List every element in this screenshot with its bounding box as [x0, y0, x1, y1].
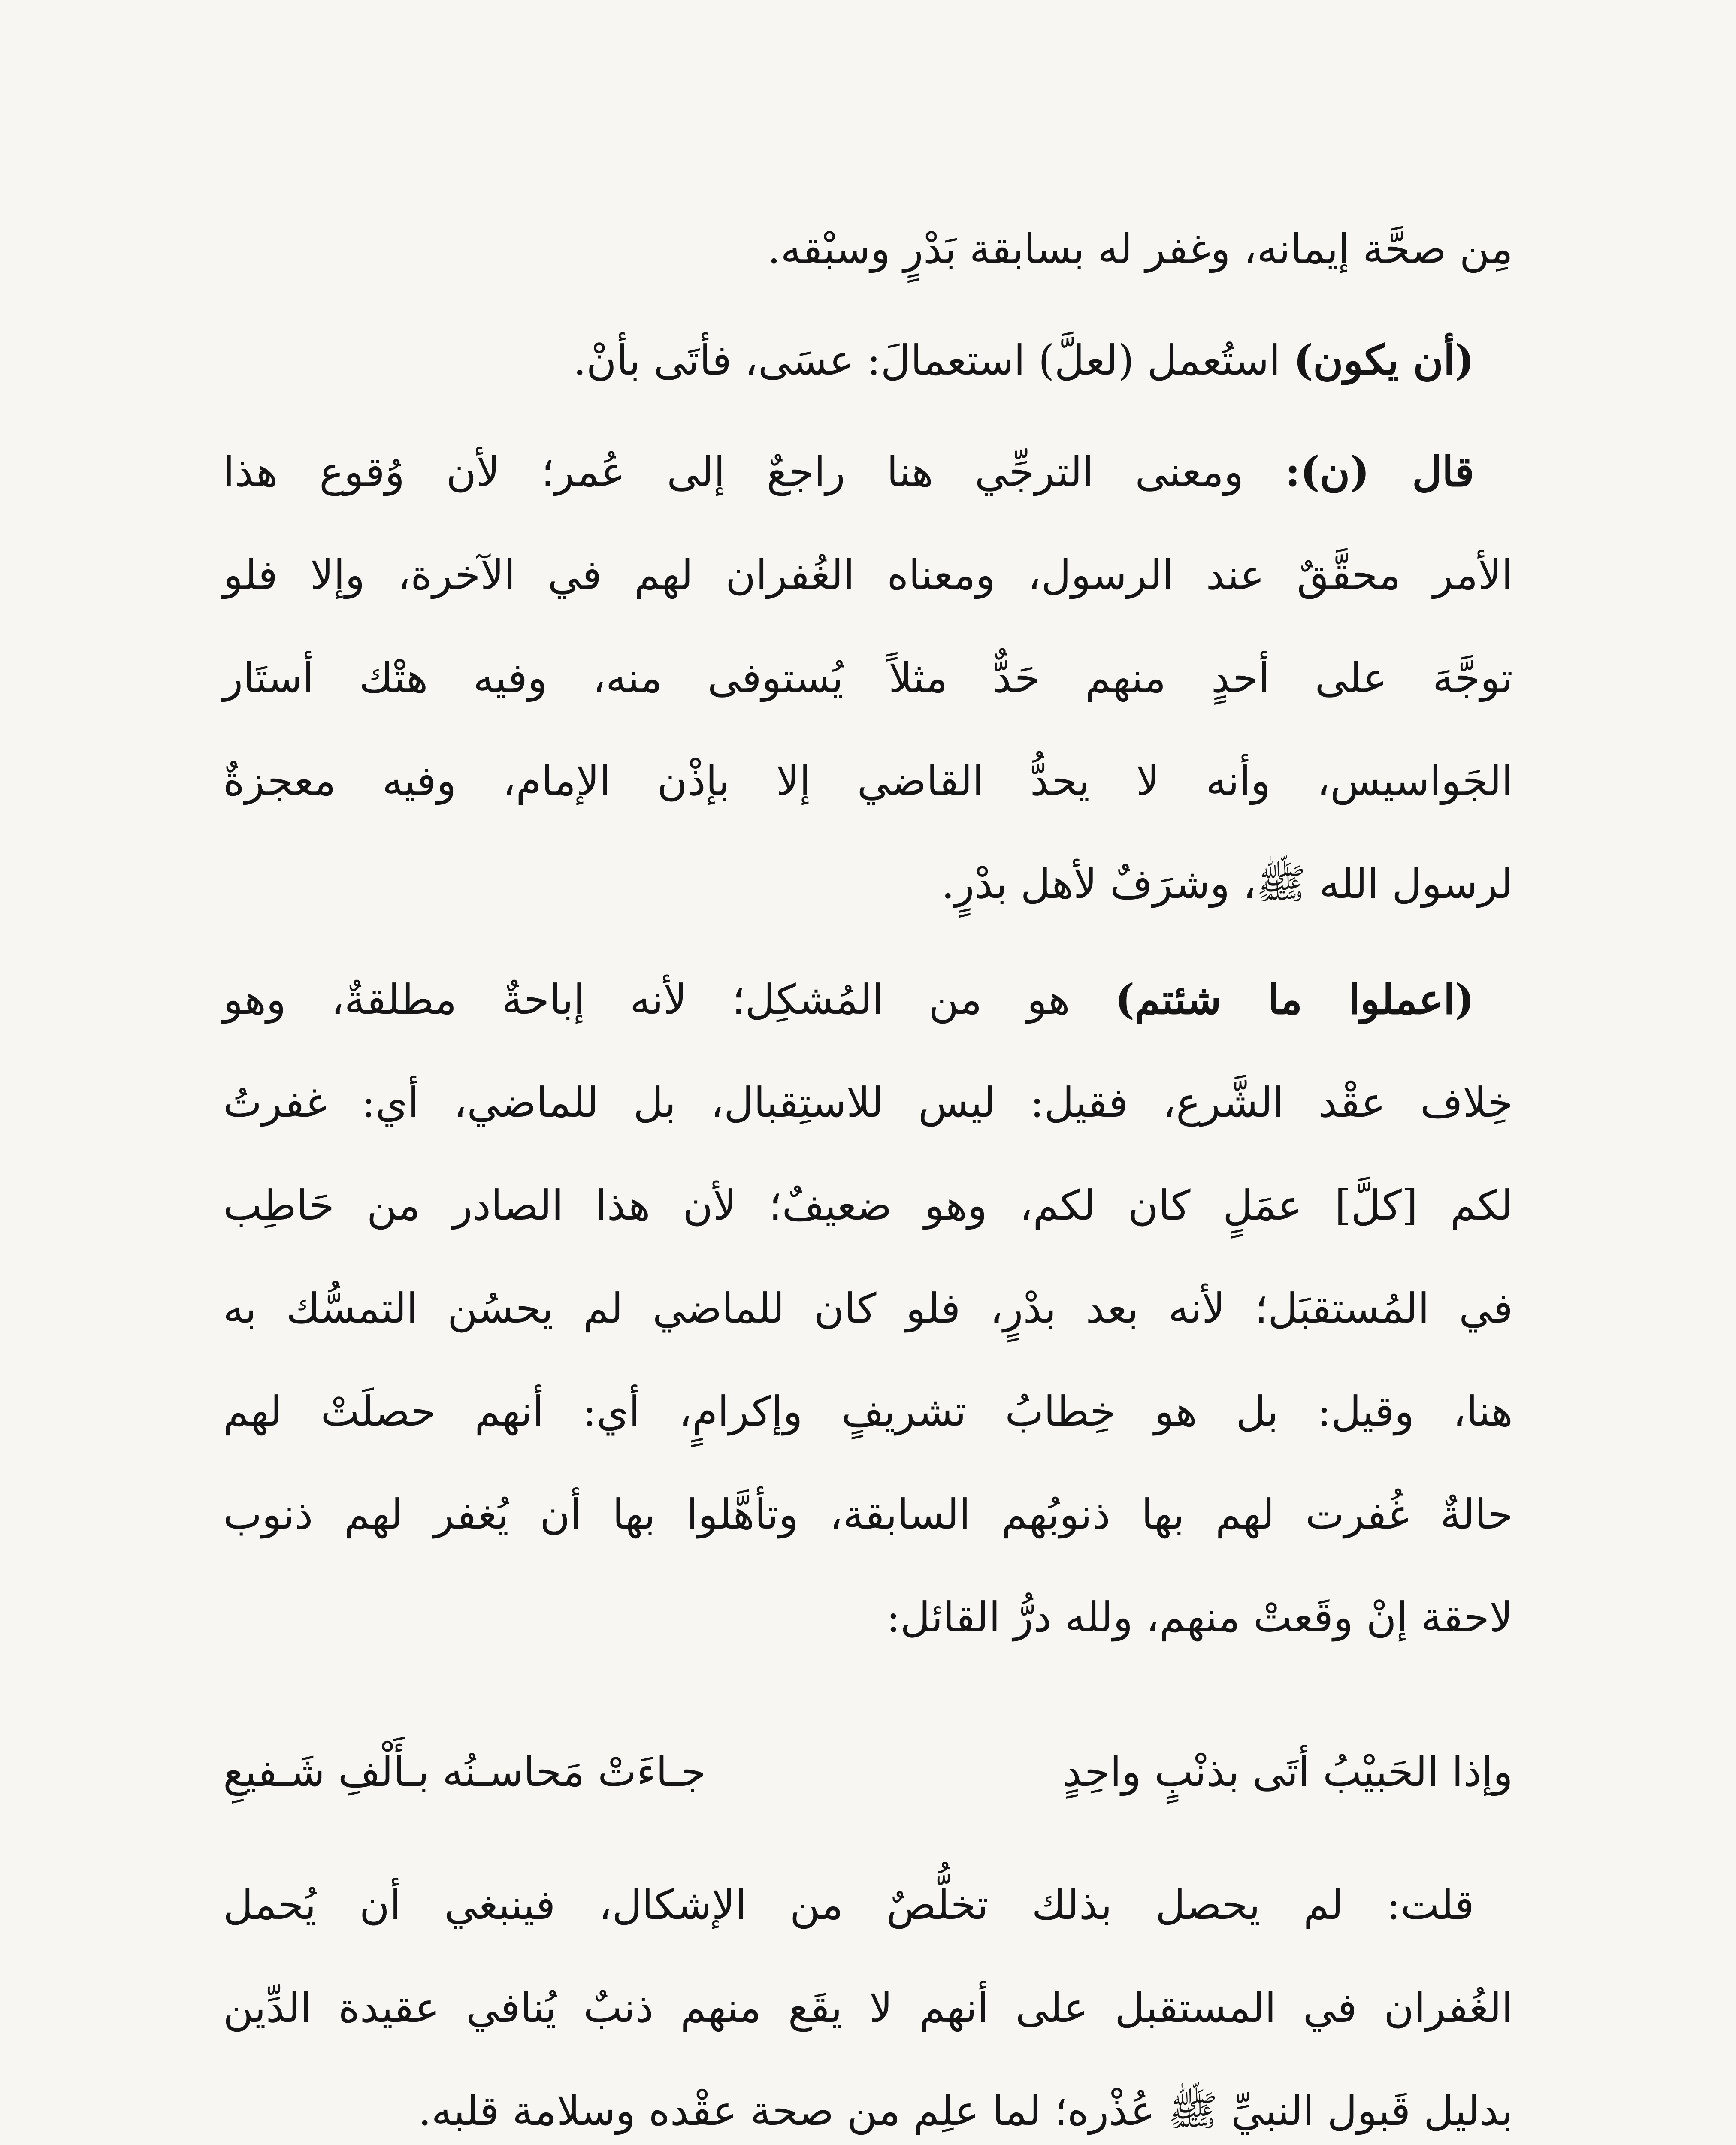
text-line: [223, 1574, 1513, 1660]
line-text: بدليل قَبول النبيِّ ﷺ عُذْره؛ لما علِم من صحة عقْده وسلامة قلبه.: [418, 2087, 1513, 2135]
text-line: [223, 317, 1513, 403]
line-text: الأمر محقَّقٌ عند الرسول، ومعناه الغُفران لهم في الآخرة، وإلا فلو: [223, 551, 1513, 599]
line-text: حالةٌ غُفرت لهم بها ذنوبُهم السابقة، وتأهَّلوا بها أن يُغفر لهم ذنوب: [223, 1490, 1513, 1538]
line-text: ومعنى الترجِّي هنا راجعٌ إلى عُمر؛ لأن وُقوع هذا: [223, 448, 1285, 496]
line-text: في المُستقبَل؛ لأنه بعد بدْرٍ، فلو كان للماضي لم يحسُن التمسُّك به: [223, 1284, 1513, 1332]
text-line: [223, 1965, 1513, 2051]
line-text: استُعمل (لعلَّ) استعمالَ: عسَى، فأتَى بأنْ.: [573, 336, 1294, 384]
text-line: [223, 841, 1513, 927]
text-line: [223, 1163, 1513, 1248]
keyword: (اعملوا ما شئتم): [1115, 975, 1475, 1024]
poetry-verse: [223, 1725, 1513, 1819]
line-text: الغُفران في المستقبل على أنهم لا يقَع منهم ذنبٌ يُنافي عقيدة الدِّين: [223, 1984, 1513, 2032]
line-text: لاحقة إنْ وقَعتْ منهم، ولله درُّ القائل:: [886, 1593, 1513, 1641]
line-text: هو من المُشكِل؛ لأنه إباحةٌ مطلقةٌ، وهو: [223, 976, 1115, 1024]
text-line: [223, 1471, 1513, 1557]
line-text: توجَّهَ على أحدٍ منهم حَدٌّ مثلاً يُستوفى منه، وفيه هتْك أستَار: [223, 654, 1513, 702]
line-text: لكم [كلَّ] عمَلٍ كان لكم، وهو ضعيفٌ؛ لأن هذا الصادر من حَاطِب: [223, 1181, 1513, 1230]
text-line: [223, 635, 1513, 721]
text-line: [223, 1266, 1513, 1351]
text-line: [223, 206, 1513, 292]
line-text: هنا، وقيل: بل هو خِطابُ تشريفٍ وإكرامٍ، أي: أنهم حصلَتْ لهم: [223, 1387, 1513, 1435]
text-line: [223, 429, 1513, 515]
text-line: [223, 532, 1513, 618]
keyword: (أن يكون): [1293, 336, 1474, 384]
text-line: [223, 1862, 1513, 1948]
line-text: لرسول الله ﷺ، وشرَفٌ لأهل بدْرٍ.: [941, 860, 1513, 908]
verse-second-hemistich: جـاءَتْ مَحاسـنُه بـأَلْفِ شَـفيعِ: [223, 1748, 706, 1796]
text-line: [223, 1369, 1513, 1454]
keyword: قال (ن):: [1285, 447, 1475, 496]
line-text: قلت: لم يحصل بذلك تخلُّصٌ من الإشكال، فينبغي أن يُحمل: [223, 1881, 1474, 1929]
verse-first-hemistich: وإذا الحَبيْبُ أتَى بذنْبٍ واحِدٍ: [1063, 1748, 1513, 1796]
text-line: [223, 957, 1513, 1042]
text-line: [223, 2068, 1513, 2145]
line-text: خِلاف عقْد الشَّرع، فقيل: ليس للاستِقبال، بل للماضي، أي: غفرتُ: [223, 1079, 1513, 1127]
line-text: مِن صحَّة إيمانه، وغفر له بسابقة بَدْرٍ وسبْقه.: [767, 225, 1513, 273]
text-line: [223, 1060, 1513, 1145]
text-line: [223, 738, 1513, 824]
line-text: الجَواسيس، وأنه لا يحدُّ القاضي إلا بإذْن الإمام، وفيه معجزةٌ: [223, 757, 1513, 805]
